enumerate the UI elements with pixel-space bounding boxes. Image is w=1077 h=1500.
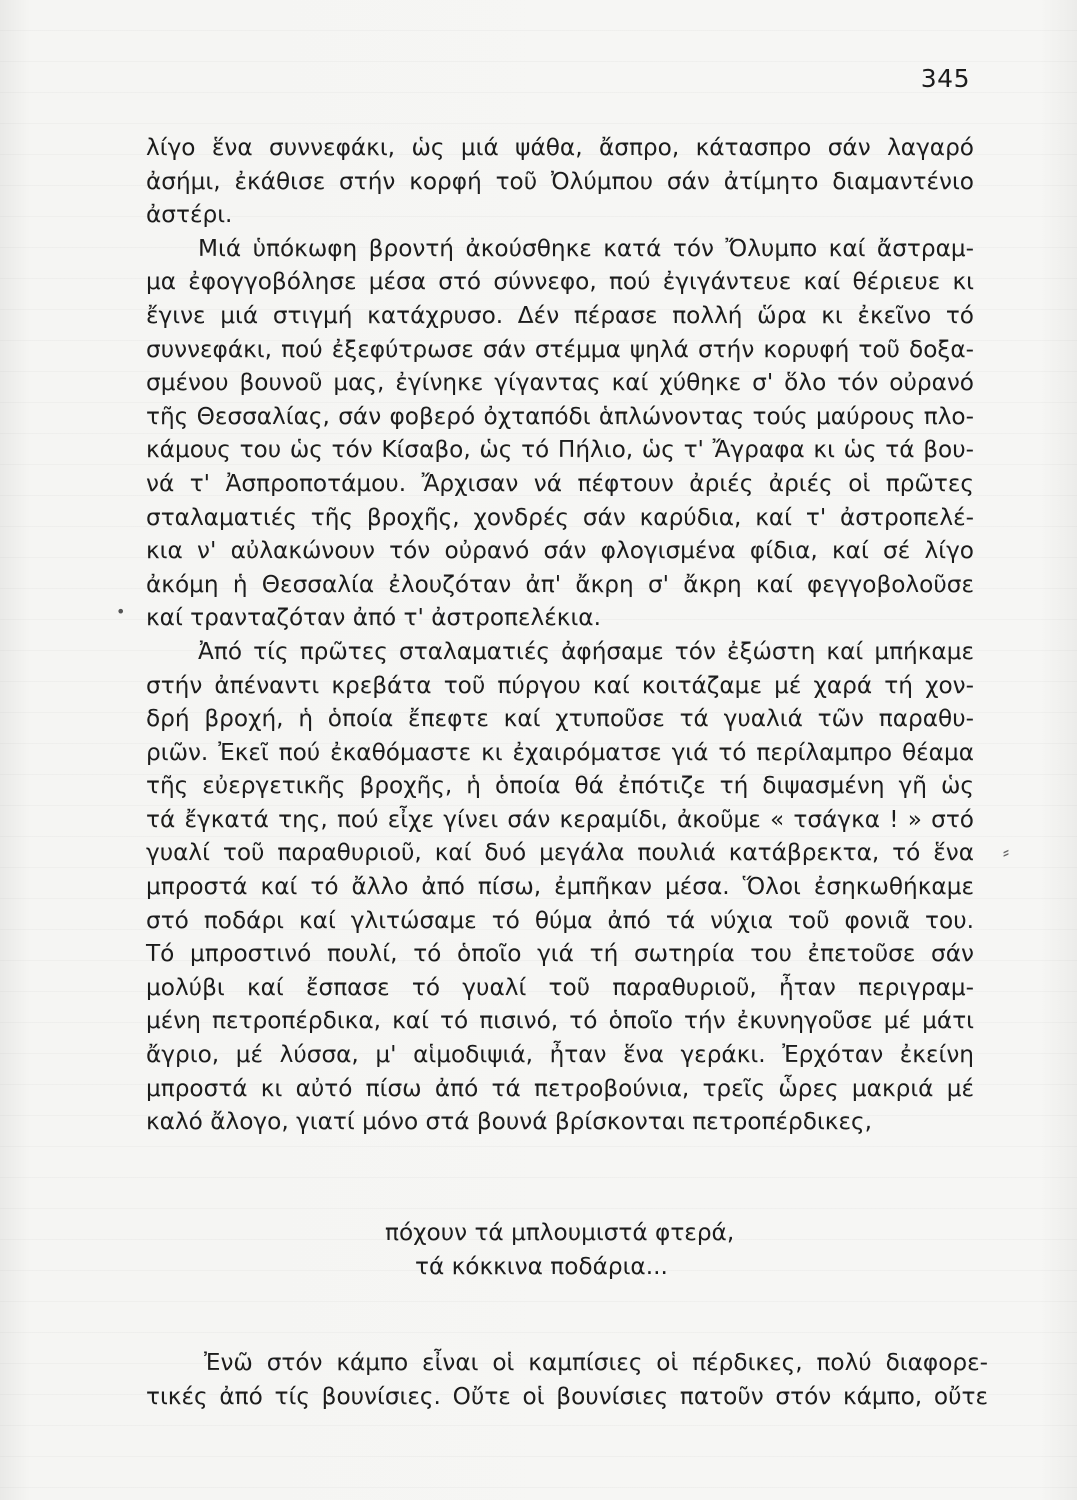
text-line: νά τ' Ἀσπροποτάμου. Ἄρχισαν νά πέφτουν ἀριές ἀριές οἱ πρῶτες	[146, 469, 974, 497]
text-line: ριῶν. Ἐκεῖ πού ἐκαθόμαστε κι ἐχαιρόματσε γιά τό περίλαμπρο θέαμα	[146, 738, 974, 766]
text-line: μπροστά καί τό ἄλλο ἀπό πίσω, ἐμπῆκαν μέσα. Ὅλοι ἐσηκωθήκαμε	[146, 873, 974, 901]
text-line: μπροστά κι αὐτό πίσω ἀπό τά πετροβούνια, τρεῖς ὧρες μακριά μέ	[146, 1074, 974, 1102]
text-line: ἔγινε μιά στιγμή κατάχρυσο. Δέν πέρασε πολλή ὥρα κι ἐκεῖνο τό	[146, 301, 974, 329]
text-line: τῆς εὐεργετικῆς βροχῆς, ἡ ὁποία θά ἐπότιζε τή διψασμένη γῆ ὡς	[146, 772, 974, 800]
text-line: στήν ἀπέναντι κρεβάτα τοῦ πύργου καί κοιτάζαμε μέ χαρά τή χον-	[146, 671, 974, 699]
text-line: μα ἐφογγοβόλησε μέσα στό σύννεφο, πού ἐγιγάντευε καί θέριευε κι	[146, 268, 974, 296]
text-line: Ἐνῶ στόν κάμπο εἶναι οἱ καμπίσιες οἱ πέρδικες, πολύ διαφορε-	[204, 1349, 988, 1376]
text-line: συννεφάκι, πού ἐξεφύτρωσε σάν στέμμα ψηλά στήν κορυφή τοῦ δοξα-	[146, 335, 974, 363]
text-line: σμένου βουνοῦ μας, ἐγίνηκε γίγαντας καί χύθηκε σ' ὅλο τόν οὐρανό	[146, 369, 974, 397]
text-line: καλό ἄλογο, γιατί μόνο στά βουνά βρίσκονται πετροπέρδικες,	[146, 1108, 872, 1136]
text-line: τικές ἀπό τίς βουνίσιες. Οὔτε οἱ βουνίσιες πατοῦν στόν κάμπο, οὔτε	[146, 1382, 988, 1410]
text-line: κάμους του ὡς τόν Κίσαβο, ὡς τό Πήλιο, ὡς τ' Ἄγραφα κι ὡς τά βου-	[146, 436, 974, 464]
text-line: Ἀπό τίς πρῶτες σταλαματιές ἀφήσαμε τόν ἐξώστη καί μπήκαμε	[198, 637, 974, 665]
text-line: στό ποδάρι καί γλιτώσαμε τό θύμα ἀπό τά νύχια τοῦ φονιᾶ του.	[146, 906, 974, 934]
text-line: Τό μπροστινό πουλί, τό ὁποῖο γιά τή σωτηρία του ἐπετοῦσε σάν	[146, 940, 974, 968]
verse-line: πόχουν τά μπλουμιστά φτερά,	[385, 1219, 735, 1246]
text-line: δρή βροχή, ἡ ὁποία ἔπεφτε καί χτυποῦσε τά γυαλιά τῶν παραθυ-	[146, 705, 974, 733]
text-line: μένη πετροπέρδικα, καί τό πισινό, τό ὁποῖο τήν ἐκυνηγοῦσε μέ μάτι	[146, 1007, 974, 1035]
text-line: ἄγριο, μέ λύσσα, μ' αἱμοδιψιά, ἦταν ἕνα γεράκι. Ἐρχόταν ἐκείνη	[146, 1041, 974, 1069]
text-line: ἀκόμη ἡ Θεσσαλία ἐλουζόταν ἀπ' ἄκρη σ' ἄκρη καί φεγγοβολοῦσε	[146, 570, 974, 598]
page-number: 345	[920, 64, 970, 93]
text-line: τῆς Θεσσαλίας, σάν φοβερό ὀχταπόδι ἁπλώνοντας τούς μαύρους πλο-	[146, 402, 974, 430]
margin-scribble-mark: ⸗	[1003, 842, 1009, 863]
text-line: Μιά ὑπόκωφη βροντή ἀκούσθηκε κατά τόν Ὄλυμπο καί ἄστραμ-	[198, 234, 974, 262]
text-line: μολύβι καί ἔσπασε τό γυαλί τοῦ παραθυριοῦ, ἦταν περιγραμ-	[146, 973, 974, 1001]
text-line: ἀσήμι, ἐκάθισε στήν κορφή τοῦ Ὀλύμπου σάν ἀτίμητο διαμαντένιο	[146, 167, 974, 195]
text-line: τά ἔγκατά της, πού εἶχε γίνει σάν κεραμίδι, ἀκοῦμε « τσάγκα ! » στό	[146, 805, 974, 833]
closing-text	[146, 1346, 988, 1413]
text-line: καί τρανταζόταν ἀπό τ' ἀστροπελέκια.	[146, 604, 601, 632]
verse-quote	[385, 1216, 734, 1284]
text-line: ἀστέρι.	[146, 201, 233, 229]
main-text	[146, 131, 974, 1139]
text-line: λίγο ἕνα συννεφάκι, ὡς μιά ψάθα, ἄσπρο, κάτασπρο σάν λαγαρό	[146, 134, 974, 161]
text-line: γυαλί τοῦ παραθυριοῦ, καί δυό μεγάλα πουλιά κατάβρεκτα, τό ἕνα	[146, 839, 974, 867]
text-line: κια ν' αὐλακώνουν τόν οὐρανό σάν φλογισμένα φίδια, καί σέ λίγο	[146, 537, 974, 565]
verse-line: τά κόκκινα ποδάρια...	[415, 1253, 668, 1280]
text-line: σταλαματιές τῆς βροχῆς, χονδρές σάν καρύδια, καί τ' ἀστροπελέ-	[146, 503, 974, 531]
margin-dot-mark: •	[116, 602, 126, 621]
